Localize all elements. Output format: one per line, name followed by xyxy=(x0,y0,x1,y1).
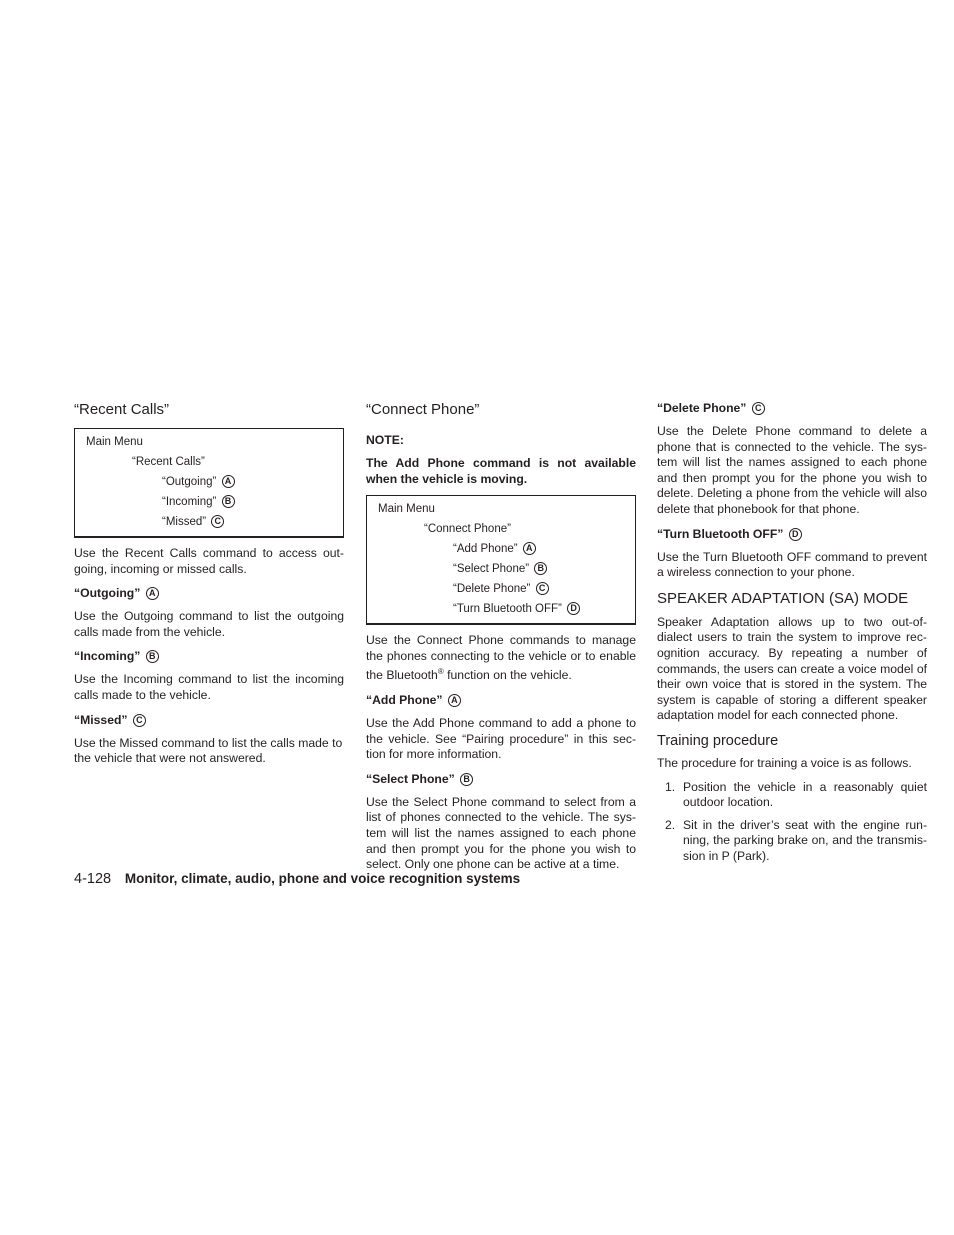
badge-d: D xyxy=(567,602,580,615)
badge-b: B xyxy=(222,495,235,508)
recent-calls-intro: Use the Recent Calls command to access out-going, incoming or missed calls. xyxy=(74,546,344,576)
badge-a: A xyxy=(448,694,461,707)
connect-phone-heading: “Connect Phone” xyxy=(366,401,480,418)
menu-root: Main Menu xyxy=(86,436,143,448)
menu-root: Main Menu xyxy=(378,503,435,516)
badge-c: C xyxy=(133,714,146,727)
badge-d: D xyxy=(789,528,802,541)
incoming-text: Use the Incoming command to list the incoming calls made to the vehicle. xyxy=(74,672,344,702)
add-phone-heading: “Add Phone” A xyxy=(366,692,636,708)
menu-item-select-phone: “Select Phone” B xyxy=(367,559,635,579)
badge-b: B xyxy=(534,562,547,575)
column-3 xyxy=(657,400,927,871)
badge-c: C xyxy=(752,402,765,415)
list-item: 1. Position the vehicle in a reasonably quiet outdoor location. xyxy=(665,779,927,810)
chapter-title: Monitor, climate, audio, phone and voice recognition systems xyxy=(124,871,521,886)
speaker-adaptation-text: Speaker Adaptation allows up to two out-of-dialect users to train the system to improve rec-ognition accuracy. By repeating a number of commands, the users can create a voice model of their own voice that is stored in the system. The system is capable of storing a different speaker adaptation model for each connected phone. xyxy=(657,614,927,723)
note-label: NOTE: xyxy=(366,433,404,447)
menu-item-outgoing: “Outgoing” A xyxy=(75,472,343,492)
outgoing-heading: “Outgoing” A xyxy=(74,585,344,601)
menu-item-delete-phone: “Delete Phone” C xyxy=(367,579,635,599)
select-phone-text: Use the Select Phone command to select from a list of phones connected to the vehicle. The sys-tem will list the names assigned to each phone and then prompt you for the phone you wish to select. Only one phone can be active at a time. xyxy=(366,794,636,872)
note-text: The Add Phone command is not available when the vehicle is moving. xyxy=(366,456,636,486)
badge-a: A xyxy=(146,587,159,600)
column-1 xyxy=(74,400,344,775)
menu-item-add-phone: “Add Phone” A xyxy=(367,539,635,559)
menu-level1: “Connect Phone” xyxy=(424,523,511,536)
connect-phone-menu-tree xyxy=(366,495,636,625)
badge-c: C xyxy=(536,582,549,595)
list-item: 2. Sit in the driver’s seat with the engine run-ning, the parking brake on, and the transmis-sion in P (Park). xyxy=(665,817,927,863)
badge-c: C xyxy=(211,515,224,528)
menu-level1: “Recent Calls” xyxy=(132,456,205,468)
recent-calls-menu-tree xyxy=(74,428,344,538)
badge-b: B xyxy=(460,773,473,786)
badge-b: B xyxy=(146,650,159,663)
delete-phone-text: Use the Delete Phone command to delete a phone that is connected to the vehicle. The sys-tem will list the names assigned to each phone and then prompt you for the phone you wish to delete. Deleting a phone from the vehicle will also delete that phonebook for that phone. xyxy=(657,424,927,516)
training-intro: The procedure for training a voice is as follows. xyxy=(657,755,912,770)
missed-heading: “Missed” C xyxy=(74,712,344,728)
menu-item-turn-bluetooth-off: “Turn Bluetooth OFF” D xyxy=(367,599,635,619)
select-phone-heading: “Select Phone” B xyxy=(366,771,636,787)
turn-bluetooth-off-text: Use the Turn Bluetooth OFF command to prevent a wireless connection to your phone. xyxy=(657,549,927,580)
badge-a: A xyxy=(523,542,536,555)
badge-a: A xyxy=(222,475,235,488)
page-number: 4-128 xyxy=(74,871,112,887)
page-footer xyxy=(74,871,520,887)
recent-calls-heading: “Recent Calls” xyxy=(74,401,170,418)
speaker-adaptation-heading: SPEAKER ADAPTATION (SA) MODE xyxy=(657,589,909,607)
delete-phone-heading: “Delete Phone” C xyxy=(657,400,927,416)
menu-item-incoming: “Incoming” B xyxy=(75,492,343,512)
connect-phone-intro: Use the Connect Phone commands to manage the phones connecting to the vehicle or to enable the Bluetooth® function on the vehicle. xyxy=(366,633,636,683)
column-2 xyxy=(366,400,636,881)
missed-text: Use the Missed command to list the calls made to the vehicle that were not answered. xyxy=(74,735,343,766)
turn-bluetooth-off-heading: “Turn Bluetooth OFF” D xyxy=(657,526,927,542)
outgoing-text: Use the Outgoing command to list the outgoing calls made from the vehicle. xyxy=(74,609,344,639)
add-phone-text: Use the Add Phone command to add a phone to the vehicle. See “Pairing procedure” in this sec-tion for more information. xyxy=(366,716,636,762)
menu-item-missed: “Missed” C xyxy=(75,512,343,532)
training-steps xyxy=(657,780,927,865)
training-procedure-heading: Training procedure xyxy=(657,732,779,749)
incoming-heading: “Incoming” B xyxy=(74,648,344,664)
